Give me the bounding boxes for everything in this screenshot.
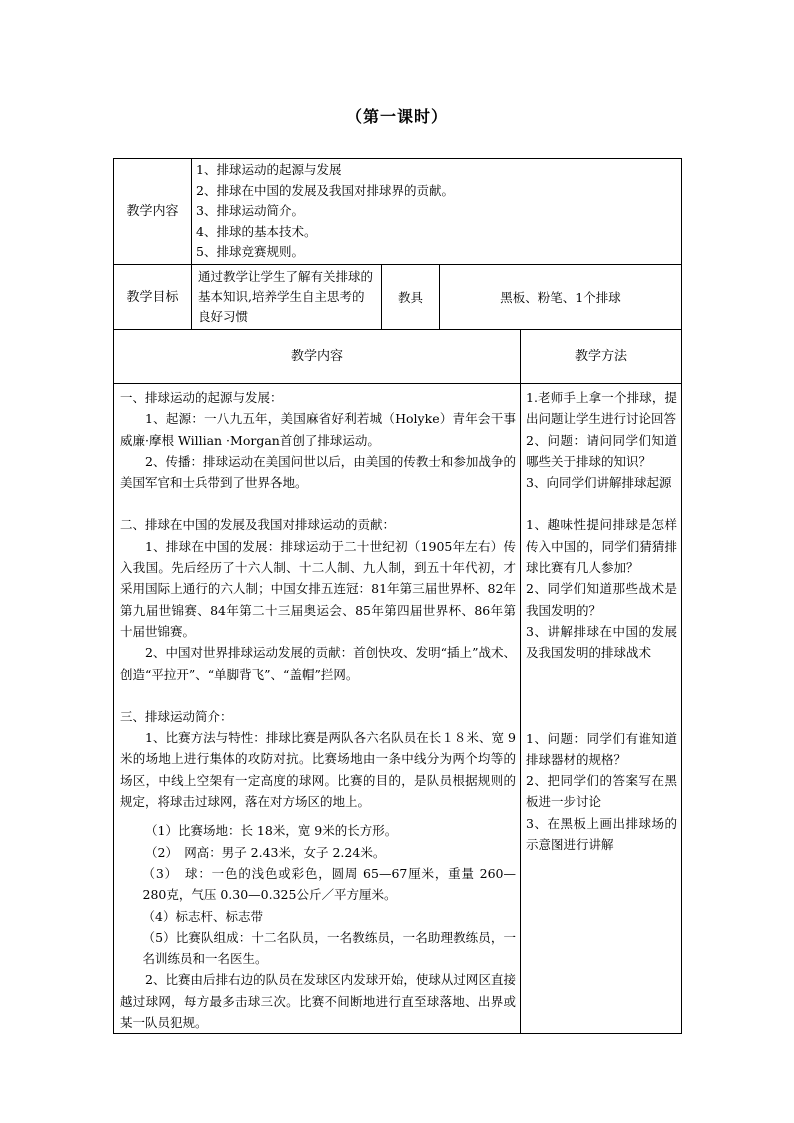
teaching-objective-label: 教学目标: [114, 265, 192, 330]
list-item: 3、排球运动简介。: [196, 203, 304, 218]
teaching-objective-text: 通过教学让学生了解有关排球的基本知识,培养学生自主思考的良好习惯: [192, 265, 382, 330]
teaching-content-list: [192, 159, 682, 265]
section-3-method: 1、比赛方法与特性：排球比赛是两队各六名队员在长１８米、宽 9米的场地上进行集体的攻防对抗。比赛场地由一条中线分为两个均等的场区，中线上空架有一定高度的球网。比赛的目的，是队员根据规则的规定，将球击过球网，落在对方场区的地上。: [120, 730, 516, 810]
page-title: （第一课时）: [345, 107, 448, 126]
list-item: 1、排球运动的起源与发展: [196, 162, 342, 177]
list-item: 4、排球的基本技术。: [196, 223, 317, 239]
list-item: 5、排球竞赛规则。: [196, 244, 304, 259]
section-1-origin: 1、起源：一八九五年，美国麻省好利若城（Holyke）青年会干事威廉·摩根 Willian ·Morgan首创了排球运动。: [120, 411, 516, 448]
method-item: 3、讲解排球在中国的发展及我国发明的排球战术: [526, 623, 678, 661]
method-item: 1.老师手上拿一个排球，提出问题让学生进行讨论回答: [526, 390, 678, 427]
main-content-row: [114, 384, 682, 1034]
method-item: 2、问题：请问同学们知道哪些关于排球的知识？: [526, 432, 678, 469]
method-item: 2、把同学们的答案写在黑板进一步讨论: [526, 773, 678, 810]
content-header: 教学内容: [114, 330, 521, 384]
method-item: 1、问题：同学们有谁知道排球器材的规格？: [526, 730, 678, 767]
spec-court: （1）比赛场地：长 18米，宽 9米的长方形。: [145, 823, 398, 839]
content-body: [114, 384, 521, 1034]
teaching-objective-row: [114, 265, 682, 330]
method-item: 1、趣味性提问排球是怎样传入中国的，同学们猜猜排球比赛有几人参加？: [526, 517, 678, 576]
method-body: [521, 384, 682, 1034]
section-2-development: 1、排球在中国的发展：排球运动于二十世纪初（1905年左右）传入我国。先后经历了十六人制、十二人制、九人制，到五十年代初，才采用国际上通行的六人制；中国女排五连冠：81年第三届世界杯、82年第九届世锦赛、84年第二十三届奥运会、85年第四届世界杯、86年第十届世锦赛。: [120, 538, 516, 639]
spec-net: （2） 网高：男子 2.43米，女子 2.24米。: [145, 844, 386, 860]
teaching-content-row: [114, 159, 682, 265]
tools-label: 教具: [382, 265, 440, 330]
spec-team: （5）比赛队组成：十二名队员，一名教练员，一名助理教练员，一名训练员和一名医生。: [142, 929, 516, 967]
method-item: 3、在黑板上画出排球场的示意图进行讲解: [526, 815, 678, 853]
lesson-plan-table: [113, 158, 682, 1034]
method-item: 2、同学们知道那些战术是我国发明的？: [526, 581, 678, 618]
spec-ball: （3） 球：一色的浅色或彩色，圆周 65—67厘米，重量 260—280克，气压 0.30—0.325公斤／平方厘米。: [142, 865, 516, 903]
list-item: 2、排球在中国的发展及我国对排球界的贡献。: [196, 182, 454, 198]
spec-markers: （4）标志杆、标志带: [142, 908, 263, 924]
section-2-contribution: 2、中国对世界排球运动发展的贡献：首创快攻、发明“插上”战术、创造“平拉开”、“单脚背飞”、“盖帽”拦网。: [120, 645, 516, 682]
section-1-title: 一、排球运动的起源与发展：: [120, 390, 283, 405]
section-2-title: 二、排球在中国的发展及我国对排球运动的贡献：: [120, 517, 396, 533]
teaching-content-label: 教学内容: [114, 159, 192, 265]
section-1-spread: 2、传播：排球运动在美国问世以后，由美国的传教士和参加战争的美国军官和士兵带到了世界各地。: [120, 453, 516, 491]
section-3-serve: 2、比赛由后排右边的队员在发球区内发球开始，使球从过网区直接越过球网，每方最多击球三次。比赛不间断地进行直至球落地、出界或某一队员犯规。: [120, 972, 516, 1031]
section-header-row: [114, 330, 682, 384]
method-item: 3、向同学们讲解排球起源: [526, 475, 672, 491]
section-3-title: 三、排球运动简介：: [120, 708, 233, 724]
method-header: 教学方法: [521, 330, 682, 384]
tools-value: 黑板、粉笔、1个排球: [440, 265, 682, 330]
